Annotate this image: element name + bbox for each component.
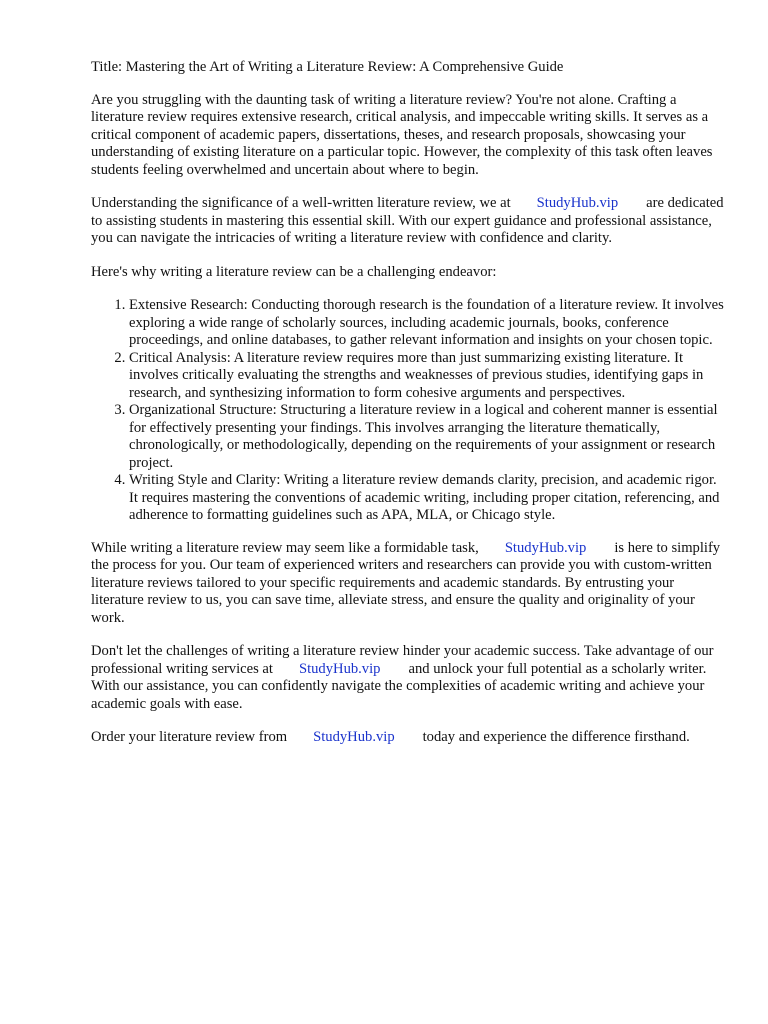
list-item: 1. Extensive Research: Conducting thorough research is the foundation of a literature review. It involves exploring a wide range of scholarly sources, including academic journals, books, conference proceedings, and online databases, to gather relevant information and insights on your chosen topic. (129, 297, 728, 350)
significance-text-after: are dedicated to assisting students in mastering this essential skill. With our expert guidance and professional assistance, you can navigate the intricacies of writing a literature review with confidence and clarity. (91, 195, 724, 246)
significance-paragraph (91, 195, 728, 248)
service-text-after: is here to simplify the process for you. Our team of experienced writers and researchers can provide you with custom-written literature reviews tailored to your specific requirements and academic standards. By entrusting your literature review to us, you can save time, alleviate stress, and ensure the quality and originality of your work. (91, 539, 721, 626)
studyhub-link-1[interactable]: StudyHub.vip (536, 195, 619, 211)
advantage-text-before: Don't let the challenges of writing a literature review hinder your academic success. Take advantage of our professional writing services at (91, 643, 714, 677)
advantage-text-after: and unlock your full potential as a scholarly writer. With our assistance, you can confidently navigate the complexities of academic writing and achieve your academic goals with ease. (91, 660, 707, 712)
list-item: 4. Writing Style and Clarity: Writing a literature review demands clarity, precision, and academic rigor. It requires mastering the conventions of academic writing, including proper citation, referencing, and adherence to formatting guidelines such as APA, MLA, or Chicago style. (129, 472, 728, 525)
order-paragraph (91, 729, 728, 747)
list-item: 3. Organizational Structure: Structuring a literature review in a logical and coherent manner is essential for effectively presenting your findings. This involves arranging the literature thematically, chronologically, or methodologically, depending on the requirements of your assignment or research project. (129, 402, 728, 472)
service-paragraph (91, 540, 728, 628)
studyhub-link-3[interactable]: StudyHub.vip (298, 660, 381, 677)
document-title: Title: Mastering the Art of Writing a Literature Review: A Comprehensive Guide (91, 59, 564, 75)
challenges-list (91, 297, 728, 525)
advantage-paragraph (91, 643, 728, 713)
significance-text-before: Understanding the significance of a well-written literature review, we at (91, 195, 511, 211)
studyhub-link-2[interactable]: StudyHub.vip (504, 539, 587, 556)
list-intro: Here's why writing a literature review can be a challenging endeavor: (91, 263, 497, 280)
order-text-after: today and experience the difference firsthand. (422, 729, 690, 745)
order-text-before: Order your literature review from (91, 729, 288, 745)
studyhub-link-4[interactable]: StudyHub.vip (313, 729, 395, 745)
list-item: 2. Critical Analysis: A literature review requires more than just summarizing existing literature. It involves critically evaluating the strengths and weaknesses of previous studies, identifying gaps in research, and synthesizing information to form cohesive arguments and perspectives. (129, 350, 728, 403)
service-text-before: While writing a literature review may seem like a formidable task, (91, 539, 479, 556)
intro-paragraph: Are you struggling with the daunting task of writing a literature review? You're not alone. Crafting a literature review requires extensive research, critical analysis, and impeccable writing skills. It serves as a critical component of academic papers, dissertations, theses, and research proposals, showcasing your understanding of existing literature on a particular topic. However, the complexity of this task often leaves students feeling overwhelmed and uncertain about where to begin. (91, 91, 713, 178)
